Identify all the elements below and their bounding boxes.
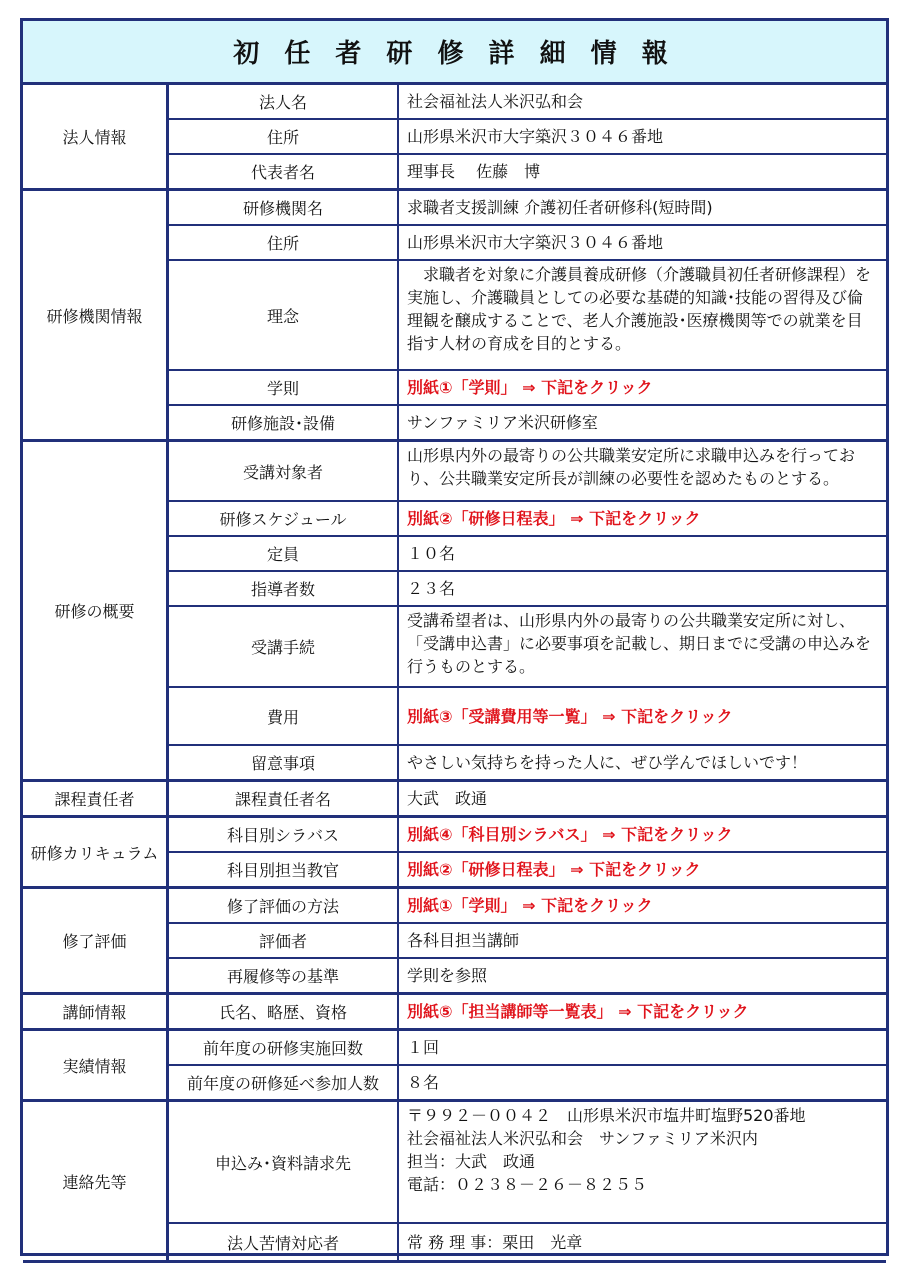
row-label: 住所 xyxy=(169,120,399,153)
row-value: 山形県米沢市大字築沢３０４６番地 xyxy=(407,127,664,146)
row-value: やさしい気持ちを持った人に、ぜひ学んでほしいです！ xyxy=(407,753,808,772)
section xyxy=(23,995,886,1031)
section-category: 修了評価 xyxy=(23,889,169,992)
row-value: ２３名 xyxy=(407,579,456,598)
section xyxy=(23,1031,886,1102)
row-label: 評価者 xyxy=(169,924,399,957)
attachment-link[interactable]: 別紙①「学則」 ⇒ 下記をクリック xyxy=(407,378,653,397)
section xyxy=(23,782,886,818)
table-row xyxy=(169,851,886,886)
row-value: 山形県内外の最寄りの公共職業安定所に求職申込みを行っており、公共職業安定所長が訓練の必要性を認めたものとする。 xyxy=(407,446,856,488)
row-value: 求職者支援訓練 介護初任者研修科(短時間) xyxy=(407,198,713,217)
table-row xyxy=(169,686,886,744)
row-label: 法人名 xyxy=(169,85,399,118)
row-label: 氏名、略歴、資格 xyxy=(169,995,399,1028)
section-category: 研修カリキュラム xyxy=(23,818,169,886)
row-value: １回 xyxy=(407,1038,440,1057)
row-label: 前年度の研修実施回数 xyxy=(169,1031,399,1064)
table-row xyxy=(169,995,886,1028)
attachment-link[interactable]: 別紙②「研修日程表」 ⇒ 下記をクリック xyxy=(407,509,701,528)
section xyxy=(23,442,886,782)
section-category: 課程責任者 xyxy=(23,782,169,815)
row-value: 受講希望者は、山形県内外の最寄りの公共職業安定所に対し、「受講申込書」に必要事項を記載し、期日までに受講の申込みを行うものとする。 xyxy=(407,611,872,676)
row-label: 前年度の研修延べ参加人数 xyxy=(169,1066,399,1099)
row-value: 山形県米沢市大字築沢３０４６番地 xyxy=(407,233,664,252)
table-row xyxy=(169,744,886,779)
section-category: 講師情報 xyxy=(23,995,169,1028)
table-row xyxy=(169,782,886,815)
row-label: 科目別担当教官 xyxy=(169,853,399,886)
table-row xyxy=(169,1102,886,1222)
table-row xyxy=(169,224,886,259)
section xyxy=(23,1102,886,1263)
row-value: サンファミリア米沢研修室 xyxy=(407,413,598,432)
row-label: 受講対象者 xyxy=(169,442,399,500)
row-label: 留意事項 xyxy=(169,746,399,779)
table-row xyxy=(169,369,886,404)
row-value: 各科目担当講師 xyxy=(407,931,520,950)
table-row xyxy=(169,442,886,500)
table-row xyxy=(169,500,886,535)
attachment-link[interactable]: 別紙①「学則」 ⇒ 下記をクリック xyxy=(407,896,653,915)
attachment-link[interactable]: 別紙③「受講費用等一覧」 ⇒ 下記をクリック xyxy=(407,706,733,726)
row-value: 求職者を対象に介護員養成研修（介護職員初任者研修課程）を実施し、介護職員としての必要な基礎的知識･技能の習得及び倫理観を醸成することで、老人介護施設･医療機関等での就業を目指す人材の育成を目的とする。 xyxy=(407,265,872,353)
row-label: 研修機関名 xyxy=(169,191,399,224)
table-row xyxy=(169,957,886,992)
attachment-link[interactable]: 別紙②「研修日程表」 ⇒ 下記をクリック xyxy=(407,860,701,879)
attachment-link[interactable]: 別紙⑤「担当講師等一覧表」 ⇒ 下記をクリック xyxy=(407,1002,749,1021)
table-row xyxy=(169,85,886,118)
row-value: 社会福祉法人米沢弘和会 xyxy=(407,92,584,111)
row-value: 常 務 理 事：栗田 光章 xyxy=(407,1232,583,1252)
row-value: 理事長 佐藤 博 xyxy=(407,162,541,181)
row-label: 定員 xyxy=(169,537,399,570)
table-row xyxy=(169,535,886,570)
row-label: 課程責任者名 xyxy=(169,782,399,815)
table-row xyxy=(169,259,886,369)
table-row xyxy=(169,922,886,957)
row-value: 〒９９２－００４２ 山形県米沢市塩井町塩野520番地 社会福祉法人米沢弘和会 サンファミリア米沢内 担当：大武 政通 電話：０２３８－２６－８２５５ xyxy=(407,1106,806,1194)
section-category: 法人情報 xyxy=(23,85,169,188)
section-category: 連絡先等 xyxy=(23,1102,169,1260)
table-row xyxy=(169,570,886,605)
section xyxy=(23,85,886,191)
section-category: 研修の概要 xyxy=(23,442,169,779)
row-label: 修了評価の方法 xyxy=(169,889,399,922)
table-row xyxy=(169,118,886,153)
table-row xyxy=(169,1222,886,1260)
row-label: 研修スケジュール xyxy=(169,502,399,535)
table-row xyxy=(169,191,886,224)
table-row xyxy=(169,889,886,922)
attachment-link[interactable]: 別紙④「科目別シラバス」 ⇒ 下記をクリック xyxy=(407,825,733,844)
table-row xyxy=(169,1031,886,1064)
row-label: 理念 xyxy=(169,261,399,369)
table-row xyxy=(169,605,886,686)
table-row xyxy=(169,818,886,851)
row-label: 法人苦情対応者 xyxy=(169,1224,399,1260)
row-label: 学則 xyxy=(169,371,399,404)
row-label: 代表者名 xyxy=(169,155,399,188)
row-label: 申込み･資料請求先 xyxy=(169,1102,399,1222)
row-label: 受講手続 xyxy=(169,607,399,686)
row-label: 科目別シラバス xyxy=(169,818,399,851)
section xyxy=(23,889,886,995)
section-category: 実績情報 xyxy=(23,1031,169,1099)
row-label: 住所 xyxy=(169,226,399,259)
row-label: 再履修等の基準 xyxy=(169,959,399,992)
row-value: ８名 xyxy=(407,1073,440,1092)
row-value: 大武 政通 xyxy=(407,789,488,808)
detail-table-frame xyxy=(20,18,889,1256)
section xyxy=(23,818,886,889)
row-label: 費用 xyxy=(169,688,399,744)
table-row xyxy=(169,1064,886,1099)
row-value: 学則を参照 xyxy=(407,966,488,985)
table-row xyxy=(169,404,886,439)
row-label: 指導者数 xyxy=(169,572,399,605)
table-row xyxy=(169,153,886,188)
section-category: 研修機関情報 xyxy=(23,191,169,439)
row-label: 研修施設･設備 xyxy=(169,406,399,439)
page-title: 初 任 者 研 修 詳 細 情 報 xyxy=(23,21,886,85)
row-value: １０名 xyxy=(407,544,456,563)
section xyxy=(23,191,886,442)
